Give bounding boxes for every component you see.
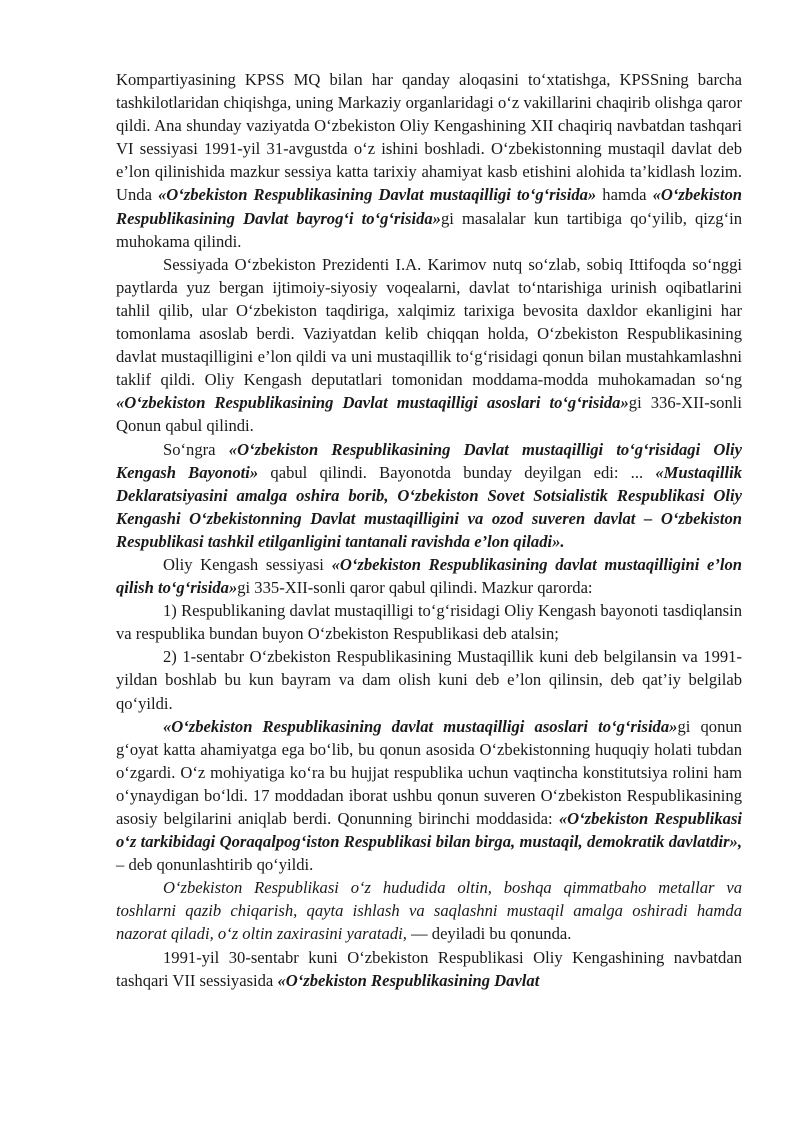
text-run: 1) Respublikaning davlat mustaqilligi to‘g‘risidagi Oliy Kengash bayonoti tasdiqlansin va respublika bundan buyon O‘zbekiston Respublikasi deb atalsin; — [116, 601, 742, 644]
paragraph — [116, 876, 742, 945]
bold-italic-quote: «O‘zbekiston Respublikasining Davlat mustaqilligi to‘g‘risidagi Oliy Kengash Bayonoti» — [116, 439, 743, 482]
text-run: Kompartiyasining KPSS MQ bilan har qanday aloqasini to‘xtatishga, KPSSning barcha tashkilotlaridan chiqishga, uning Markaziy organlaridagi o‘z vakillarini chaqirib olishga qaror qildi. Ana shunday vaziyatda O‘zbekiston Oliy Kengashining XII chaqiriq navbatdan tashqari VI sessiyasi 1991-yil 31-avgustda o‘z ishini boshladi. O‘zbekistonning mustaqil davlat deb e’lon qilinishida mazkur sessiya katta tarixiy ahamiyat kasb etishini alohida ta’kidlash lozim. Unda — [116, 70, 742, 205]
paragraph — [116, 553, 742, 599]
paragraph — [116, 438, 742, 553]
paragraph — [116, 68, 742, 253]
bold-italic-quote: «O‘zbekiston Respublikasi o‘z tarkibidagi Qoraqalpog‘iston Respublikasi bilan birga, mustaqil, demokratik davlatdir», — [116, 809, 743, 852]
paragraph — [116, 946, 742, 992]
bold-italic-quote: «O‘zbekiston Respublikasining Davlat mustaqilligi to‘g‘risida» — [158, 185, 597, 205]
text-run: Oliy Kengash sessiyasi — [163, 554, 332, 574]
text-run: hamda — [596, 185, 653, 205]
paragraph — [116, 715, 742, 877]
italic-text: O‘zbekiston Respublikasi o‘z hududida oltin, boshqa qimmatbaho metallar va toshlarni qazib chiqarish, qayta ishlash va saqlashni mustaqil amalga oshiradi hamda nazorat qiladi, o‘z oltin zaxirasini yaratadi, — [116, 878, 742, 944]
bold-italic-quote: «Mustaqillik Deklaratsiyasini amalga oshira borib, O‘zbekiston Sovet Sotsialistik Respublikasi Oliy Kengashi O‘zbekistonning Davlat mustaqilligini va ozod suveren davlat – O‘zbekiston Respublikasi tashkil etilganligini tantanali ravishda e’lon qiladi». — [116, 462, 742, 551]
bold-italic-quote: «O‘zbekiston Respublikasining Davlat — [277, 970, 540, 990]
bold-italic-quote: «O‘zbekiston Respublikasining davlat mustaqilligi asoslari to‘g‘risida» — [163, 716, 678, 736]
text-run: 1991-yil 30-sentabr kuni O‘zbekiston Respublikasi Oliy Kengashining navbatdan tashqari VII sessiyasida — [116, 947, 742, 990]
text-run: – deb qonunlashtirib qo‘yildi. — [116, 855, 314, 875]
bold-italic-quote: «O‘zbekiston Respublikasining davlat mustaqilligini e’lon qilish to‘g‘risida» — [116, 554, 742, 598]
text-run: gi masalalar kun tartibiga qo‘yilib, qizg‘in muhokama qilindi. — [116, 208, 742, 251]
paragraph — [116, 645, 742, 714]
text-run: gi qonun g‘oyat katta ahamiyatga ega bo‘lib, bu qonun asosida O‘zbekistonning huquqiy holati tubdan o‘zgardi. O‘z mohiyatiga ko‘ra bu hujjat respublika uchun vaqtincha konstitutsiya rolini ham o‘ynaydigan bo‘ldi. 17 moddadan iborat ushbu qonun suveren O‘zbekiston Respublikasining asosiy belgilarini aniqlab berdi. Qonunning birinchi moddasida: — [116, 716, 742, 828]
paragraph — [116, 253, 742, 438]
text-run: So‘ngra — [163, 439, 229, 459]
text-run: Sessiyada O‘zbekiston Prezidenti I.A. Karimov nutq so‘zlab, sobiq Ittifoqda so‘nggi paytlarda yuz bergan ijtimoiy-siyosiy voqealarni, davlat to‘ntarishiga urinish oqibatlarini tahlil qilib, ular O‘zbekiston taqdiriga, xalqimiz tarixiga bevosita daxldor ekanligini har tomonlama asoslab berdi. Vaziyatdan kelib chiqqan holda, O‘zbekiston Respublikasining davlat mustaqilligini e’lon qildi va uni mustaqillik to‘g‘risidagi qonun bilan mustahkamlashni taklif qildi. Oliy Kengash deputatlari tomonidan moddama-modda muhokamadan so‘ng — [116, 254, 742, 390]
document-body — [116, 68, 742, 992]
paragraph — [116, 599, 742, 645]
text-run: gi 336-XII-sonli Qonun qabul qilindi. — [116, 393, 743, 436]
text-run: — deyiladi bu qonunda. — [406, 924, 572, 944]
bold-italic-quote: «O‘zbekiston Respublikasining Davlat mustaqilligi asoslari to‘g‘risida» — [116, 393, 629, 413]
bold-italic-quote: «O‘zbekiston Respublikasining Davlat bayrog‘i to‘g‘risida» — [116, 185, 743, 228]
text-run: qabul qilindi. Bayonotda bunday deyilgan edi: ... — [258, 462, 656, 482]
text-run: 2) 1-sentabr O‘zbekiston Respublikasining Mustaqillik kuni deb belgilansin va 1991-yildan boshlab bu kun bayram va dam olish kuni deb e’lon qilinsin, deb qat’iy belgilab qo‘yildi. — [116, 647, 742, 713]
text-run: gi 335-XII-sonli qaror qabul qilindi. Mazkur qarorda: — [237, 578, 593, 598]
